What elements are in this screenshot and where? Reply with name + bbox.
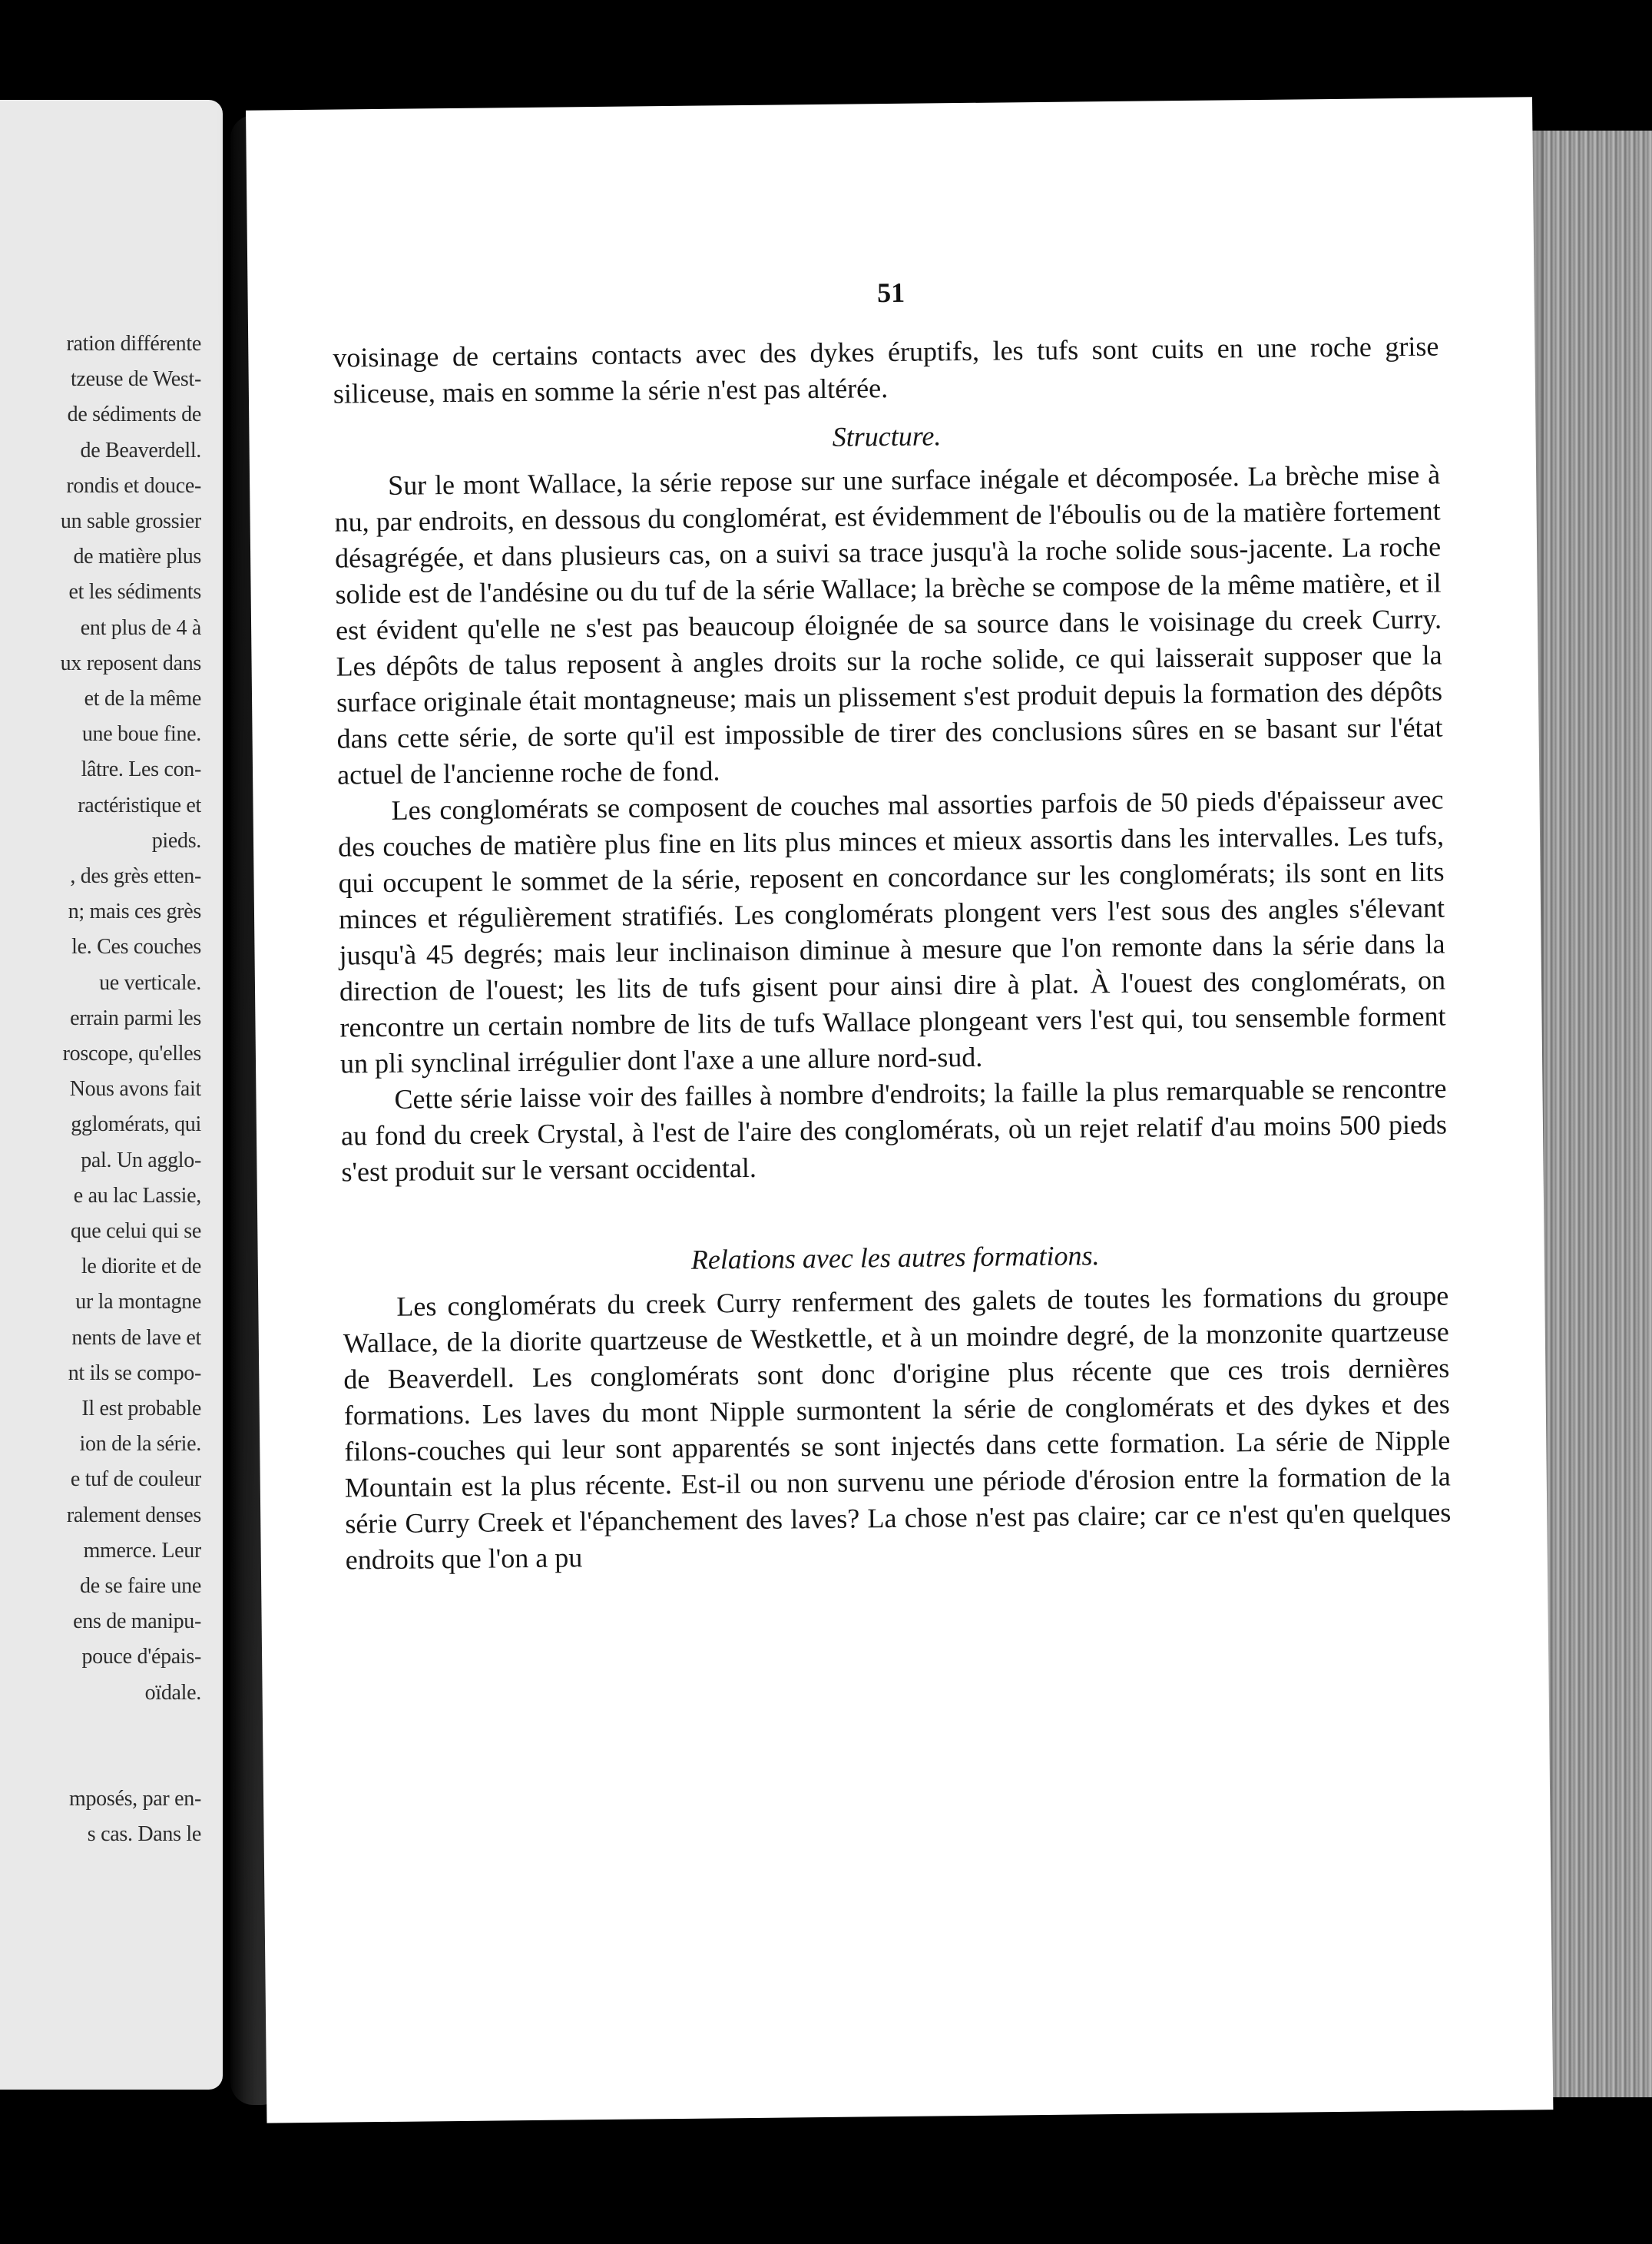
left-page-line: le diorite et de [81,1255,201,1279]
structure-paragraph: Cette série laisse voir des failles à nombre d'endroits; la faille la plus remarquable se rencontre au fond du creek Crystal, à l'est de l'aire des conglomérats, où un rejet relatif d'au moins 500 pieds s'est produit sur le versant occidental. [340,1072,1448,1188]
left-page-line: ue verticale. [99,970,201,995]
left-page-line: et les sédiments [68,580,201,605]
left-page-line: Nous avons fait [69,1077,201,1102]
left-page-line: de se faire une [80,1574,201,1598]
left-page-line: ent plus de 4 à [80,615,201,640]
left-page-line: un sable grossier [60,509,201,533]
left-page-line: ralement denses [66,1503,201,1527]
left-page-line: ractéristique et [78,793,201,817]
left-page-line: nents de lave et [71,1325,201,1350]
left-page-line: s cas. Dans le [87,1822,201,1847]
left-page-line: , des grès etten- [70,864,201,888]
left-page-line: pal. Un agglo- [81,1148,201,1172]
structure-paragraph: Sur le mont Wallace, la série repose sur une surface inégale et décomposée. La brèche mise à nu, par endroits, en dessous du conglomérat, est évidemment de l'éboulis ou de la matière fortement désagrégée, et dans plusieurs cas, on a suivi sa trace jusqu'à la roche solide sous-jacente. La roche solide est de l'andésine ou du tuf de la série Wallace; la brèche se compose de la même matière, et il est évident qu'elle ne s'est pas beaucoup éloignée de sa source dans le voisinage du creek Curry. Les dépôts de talus reposent à angles droits sur la roche solide, ce qui laisserait supposer que la surface originale était montagneuse; mais un plissement s'est produit depuis la formation des dépôts dans cette série, de sorte qu'il est impossible de tirer des conclusions sûres en se basant sur l'état actuel de l'ancienne roche de fond. [334,459,1443,791]
left-page-line: n; mais ces grès [68,900,201,924]
heading-structure: Structure. [832,420,942,452]
left-page-line: de sédiments de [67,403,201,427]
left-page-line: tzeuse de West- [71,367,201,392]
left-page-line: le. Ces couches [71,935,201,960]
left-page-line: nt ils se compo- [68,1361,201,1385]
left-page-line: une boue fine. [81,722,201,747]
left-page-line: ration différente [66,332,201,356]
left-page-line: de matière plus [73,545,201,569]
left-page-line: et de la même [84,687,201,711]
left-page-line: mposés, par en- [68,1787,201,1811]
left-page-line: ur la montagne [75,1290,201,1314]
left-page-line: e tuf de couleur [70,1467,201,1492]
left-page-line: que celui qui se [70,1219,201,1243]
page-body [333,329,1452,1579]
left-page-line: lâtre. Les con- [81,757,201,782]
opening-paragraph: voisinage de certains contacts avec des dykes éruptifs, les tufs sont cuits en une roche grise siliceuse, mais en somme la série n'est pas altérée. [333,330,1439,409]
left-page [0,100,223,2090]
left-page-line: de Beaverdell. [80,438,201,462]
relations-paragraph: Les conglomérats du creek Curry renferment des galets de toutes les formations du groupe Wallace, de la diorite quartzeuse de Westkettle, et à un moindre degré, de la monzonite quartzeuse de Beaverdell. Les conglomérats sont donc d'origine plus récente que ces trois dernières formations. Les laves du mont Nipple surmontent la série de conglomérats et des dykes et des filons-couches qui leur sont apparentés se sont injectés dans cette formation. La série de Nipple Mountain est la plus récente. Est-il ou non survenu une période d'érosion entre la formation de la série Curry Creek et l'épanchement des laves? La chose n'est pas claire; car ce n'est qu'en quelques endroits que l'on a pu [343,1280,1452,1576]
left-page-line: mmerce. Leur [83,1538,201,1563]
structure-paragraph: Les conglomérats se composent de couches mal assorties parfois de 50 pieds d'épaisseur avec des couches de matière plus fine en lits plus minces et mieux assortis dans les intervalles. Les tufs, qui occupent le sommet de la série, reposent en concordance sur les conglomérats; ils sont en lits minces et régulièrement stratifiés. Les conglomérats plongent vers l'est sous des angles s'élevant jusqu'à 45 degrés; mais leur inclinaison diminue à mesure que l'on remonte dans la série dans la direction de l'ouest; les lits de tufs gisent pour ainsi dire à plat. À l'ouest des conglomérats, on rencontre un certain nombre de lits de tufs Wallace plongeant vers l'est qui, tou sensemble forment un pli synclinal irrégulier dont l'axe a une allure nord-sud. [337,784,1446,1079]
left-page-line: roscope, qu'elles [62,1042,201,1066]
right-page [246,97,1553,2123]
left-page-line: errain parmi les [70,1006,201,1030]
left-page-line: ion de la série. [79,1432,201,1457]
page-number: 51 [876,277,905,309]
left-page-line: Il est probable [81,1397,201,1420]
left-page-line: gglomérats, qui [71,1112,201,1137]
left-page-line: e au lac Lassie, [73,1183,201,1208]
left-page-line: oïdale. [144,1680,201,1705]
left-page-line: ux reposent dans [60,651,201,675]
left-page-line: ens de manipu- [73,1609,201,1634]
left-page-line: pouce d'épais- [81,1645,201,1669]
heading-relations: Relations avec les autres formations. [690,1240,1100,1275]
left-page-line: rondis et douce- [66,473,201,498]
left-page-line: pieds. [151,828,201,853]
